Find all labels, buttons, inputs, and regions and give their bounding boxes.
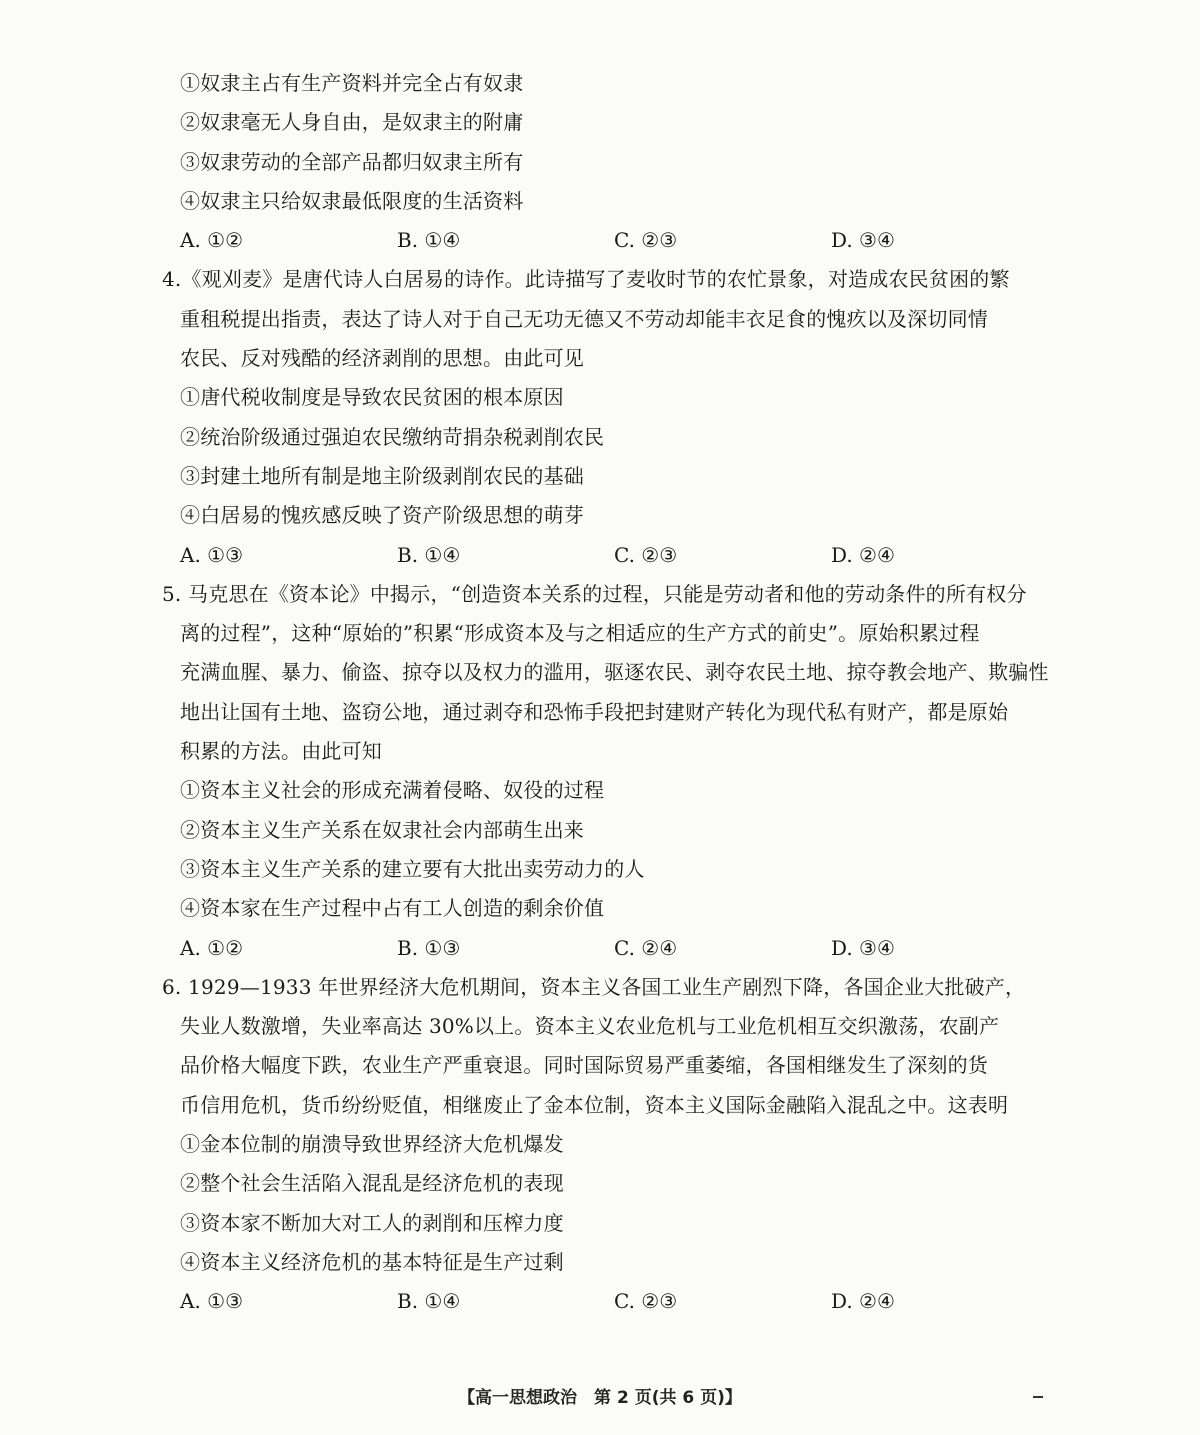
q3-options [180, 221, 1050, 260]
question-3 [180, 64, 1050, 260]
q5-stem-line-5: 积累的方法。由此可知 [180, 739, 382, 764]
q5-option-a: A. ①② [180, 935, 244, 960]
q3-statement-3: ③奴隶劳动的全部产品都归奴隶主所有 [180, 149, 524, 174]
q5-option-d: D. ③④ [831, 935, 895, 960]
q6-stem-line-2: 失业人数激增，失业率高达 30%以上。资本主义农业危机与工业危机相互交织激荡，农副产 [180, 1014, 1000, 1039]
q4-option-a: A. ①③ [180, 542, 244, 567]
q6-statement-4: ④资本主义经济危机的基本特征是生产过剩 [180, 1249, 564, 1274]
q6-options [180, 1282, 1050, 1321]
footer-dash-mark [1033, 1396, 1043, 1398]
page-footer: 【高一思想政治 第 2 页(共 6 页)】 [458, 1388, 742, 1408]
question-4 [162, 260, 1050, 574]
q5-stem-line-1: 5. 马克思在《资本论》中揭示，“创造资本关系的过程，只能是劳动者和他的劳动条件的所有权分 [162, 581, 1027, 606]
q3-statement-1: ①奴隶主占有生产资料并完全占有奴隶 [180, 71, 524, 95]
q5-statement-3: ③资本主义生产关系的建立要有大批出卖劳动力的人 [180, 856, 645, 881]
q5-statement-4: ④资本家在生产过程中占有工人创造的剩余价值 [180, 896, 605, 921]
q6-stem-line-1: 6. 1929—1933 年世界经济大危机期间，资本主义各国工业生产剧烈下降，各国企业大批破产， [162, 974, 1026, 999]
question-5 [162, 575, 1050, 968]
q6-statement-3: ③资本家不断加大对工人的剥削和压榨力度 [180, 1210, 564, 1235]
q5-options [180, 929, 1050, 968]
q5-stem-line-2: 离的过程”，这种“原始的”积累“形成资本及与之相适应的生产方式的前史”。原始积累过程 [180, 621, 980, 646]
q4-stem-line-1: 4.《观刈麦》是唐代诗人白居易的诗作。此诗描写了麦收时节的农忙景象，对造成农民贫困的繁 [162, 267, 1010, 292]
page-content [162, 64, 1050, 1322]
q3-statement-4: ④奴隶主只给奴隶最低限度的生活资料 [180, 188, 524, 213]
question-6 [162, 968, 1050, 1322]
q4-options [180, 536, 1050, 575]
q6-stem-line-3: 品价格大幅度下跌，农业生产严重衰退。同时国际贸易严重萎缩，各国相继发生了深刻的货 [180, 1053, 988, 1078]
q4-statement-3: ③封建土地所有制是地主阶级剥削农民的基础 [180, 463, 584, 488]
q6-option-b: B. ①④ [397, 1289, 461, 1314]
q6-statement-2: ②整个社会生活陷入混乱是经济危机的表现 [180, 1171, 564, 1196]
q6-option-c: C. ②③ [614, 1289, 678, 1314]
q5-option-b: B. ①③ [397, 935, 461, 960]
q5-stem-line-3: 充满血腥、暴力、偷盗、掠夺以及权力的滥用，驱逐农民、剥夺农民土地、掠夺教会地产、欺骗性 [180, 660, 1049, 685]
q5-option-c: C. ②④ [614, 935, 678, 960]
q4-stem-line-3: 农民、反对残酷的经济剥削的思想。由此可见 [180, 346, 584, 371]
q4-stem-line-2: 重租税提出指责，表达了诗人对于自己无功无德又不劳动却能丰衣足食的愧疚以及深切同情 [180, 306, 988, 331]
q4-statement-1: ①唐代税收制度是导致农民贫困的根本原因 [180, 385, 564, 410]
q5-stem-line-4: 地出让国有土地、盗窃公地，通过剥夺和恐怖手段把封建财产转化为现代私有财产，都是原始 [180, 699, 1009, 724]
q5-statement-2: ②资本主义生产关系在奴隶社会内部萌生出来 [180, 817, 584, 842]
q4-statement-4: ④白居易的愧疚感反映了资产阶级思想的萌芽 [180, 503, 584, 528]
q4-option-c: C. ②③ [614, 542, 678, 567]
q6-option-a: A. ①③ [180, 1289, 244, 1314]
q3-statement-2: ②奴隶毫无人身自由，是奴隶主的附庸 [180, 110, 524, 135]
q3-option-c: C. ②③ [614, 228, 678, 253]
q6-stem-line-4: 币信用危机，货币纷纷贬值，相继废止了金本位制，资本主义国际金融陷入混乱之中。这表明 [180, 1092, 1009, 1117]
q5-statement-1: ①资本主义社会的形成充满着侵略、奴役的过程 [180, 778, 605, 803]
q3-option-d: D. ③④ [831, 228, 895, 253]
q6-statement-1: ①金本位制的崩溃导致世界经济大危机爆发 [180, 1132, 564, 1157]
q3-option-a: A. ①② [180, 228, 244, 253]
q4-statement-2: ②统治阶级通过强迫农民缴纳苛捐杂税剥削农民 [180, 424, 605, 449]
q3-option-b: B. ①④ [397, 228, 461, 253]
q6-option-d: D. ②④ [831, 1289, 895, 1314]
q4-option-b: B. ①④ [397, 542, 461, 567]
q4-option-d: D. ②④ [831, 542, 895, 567]
